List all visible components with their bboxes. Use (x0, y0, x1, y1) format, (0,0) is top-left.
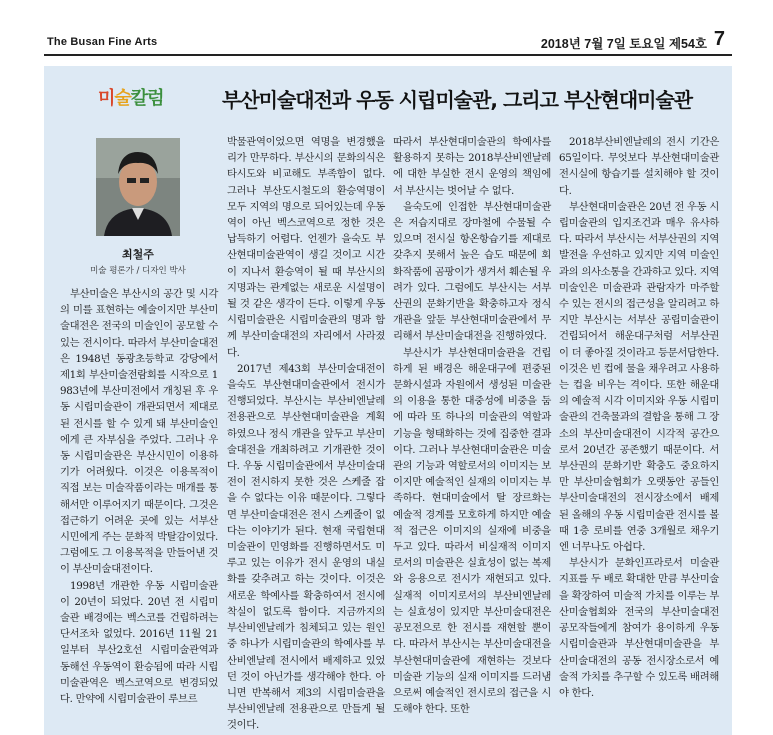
article-column-4 (559, 134, 719, 711)
article-column-3 (393, 134, 551, 716)
paragraph: 부산시가 문화인프라로서 미술관 지표를 두 배로 확대한 만큼 부산미술을 확장하여 미술적 가치를 이루는 부산미술협회와 전국의 부산미술대전 공모작들에게 참여가 용이하게 우동 시립미술관과 부산현대미술관을 부산미술대전의 공동 전시장소로서 예술적 가치를 추구할 수 있도록 배려해야 한다. (559, 557, 719, 699)
paragraph: 1998년 개관한 우동 시립미술관이 20년이 되었다. 20년 전 시립미술관 배경에는 벡스코를 건립하려는 단서조차 없었다. 2016년 11월 21일부터 부산2호선 시립미술관역과 동해선 우동역이 환승됨에 따라 시립미술관역은 벡스코역으로 변경되었다. 만약에 시립미술관이 루브르 (60, 579, 218, 706)
logo-part-2: 술 (114, 88, 131, 109)
section-logo (98, 84, 164, 110)
paragraph: 부산현대미술관은 20년 전 우동 시립미술관의 입지조건과 매우 유사하다. 따라서 부산시는 서부산권의 지역 발전을 우선하고 있지만 지역 미술인과의 의사소통을 간과하고 있다. 지역미술인은 미술관과 관람자가 마주할 수 있는 전시의 접근성을 알리려고 하지만 부산시는 서부산 공립미술관이 건립되어서 해운대구처럼 서부산권이 더 좋아질 것이라고 등문서답한다. 이것은 빈 컵에 물을 채우려고 사용하는 컵을 비우는 격이다. 또한 해운대의 예술적 시각 이미지와 우동 시립미술관의 건축물과의 결합을 통해 그 장소의 부산미술대전이 시각적 공간으로서 20년간 공존했기 때문이다. 서부산권의 문화기반 확충도 중요하지만 부산미술협회가 오랫동안 공들인 부산미술대전의 전시장소에서 배제된 올해의 우동 시립미술관 전시를 볼 때 1층 로비를 연중 3개월로 채우기엔 너무나도 아쉽다. (559, 200, 719, 554)
article-column-2 (227, 134, 385, 732)
article-headline: 부산미술대전과 우동 시립미술관, 그리고 부산현대미술관 (222, 88, 693, 112)
logo-part-3: 칼럼 (130, 88, 164, 109)
paragraph: 2017년 제43회 부산미술대전이 을숙도 부산현대미술관에서 전시가 진행되었다. 부산시는 부산비엔날레 전용관으로 부산현대미술관을 계획하였으나 정식 개관을 앞두고 부산미술대전을 개최하려고 기개관한 것이다. 우동 시립미술관에서 부산미술대전이 전시하지 못한 것은 스케줄 잡을 수 없다는 이유 때문이다. 그렇다면 부산미술대전은 전시 스케줄이 없다는 이야기가 된다. 현재 국립현대미술관이 민영화를 진행하면서도 미루고 있는 이유가 전시 운영의 내실화를 갖추려고 하는 것이다. 이것은 새로운 학예사를 확충하여서 전시에 착실이 없도록 함이다. 지금까지의 부산비엔날레가 침체되고 있는 원인 중 하나가 시립미술관의 학예사를 부산비엔날레 전시에서 배제하고 있었던 것이 아닌가를 생각해야 한다. 아니면 반복해서 제3의 시립미술관을 부산비엔날레 전용관으로 만들게 될 것이다. (227, 362, 385, 732)
author-role: 미술 평론가 / 디자인 박사 (90, 266, 186, 276)
paragraph: 을숙도에 인접한 부산현대미술관은 저습지대로 장마철에 수물될 수 있으며 전시실 항온항습기를 제대로 갖추지 못해서 높은 습도 때문에 회화작품에 곰팡이가 생겨서 훼손될 우려가 있다. 그럼에도 부산시는 서부산권의 문화기반을 확충하고자 정식 개관을 앞둔 부산현대미술관에서 무리해서 부산미술대전을 진행하였다. (393, 200, 551, 343)
publication-name: The Busan Fine Arts (47, 36, 158, 48)
issue-date: 2018년 7월 7일 토요일 제54호 (540, 37, 707, 51)
paragraph: 부산미술은 부산시의 공간 및 시각의 미를 표현하는 예술이지만 부산미술대전은 전국의 미술인이 공모할 수 있는 전시이다. 따라서 부산미술대전은 1948년 동광초등학교 강당에서 제1회 부산미술전람회를 시작으로 1983년에 부산미전에서 개칭된 후 우동 시립미술관이 개관되면서 제대로 된 전시를 할 수 있게 돼 부산미술인에게 큰 자부심을 주었다. 그러나 우동 시립미술관은 부산시민이 이용하기가 어려웠다. 이것은 이용목적이 직접 보는 미술작품이라는 매개를 통해서만 이루어지기 때문이다. 그것은 접근하기 어려운 곳에 있는 서부산 시민에게 주는 문화적 박탈감이었다. 그럼에도 그 이용목적을 만들어낸 것이 부산미술대전이다. (60, 288, 218, 576)
header-rule (44, 54, 732, 56)
page-number: 7 (713, 28, 725, 50)
logo-part-1: 미 (98, 88, 115, 109)
paragraph: 2018부산비엔날레의 전시 기간은 65일이다. 무엇보다 부산현대미술관 전시실에 항습기를 설치해야 할 것이다. (559, 136, 719, 197)
author-name: 최철주 (122, 248, 154, 261)
author-photo (96, 138, 180, 236)
paragraph: 부산시가 부산현대미술관을 건립하게 된 배경은 해운대구에 편중된 문화시설과 자원에서 생성된 미술관의 이용을 통한 대중성에 비중을 둠에 따라 또 하나의 미술관의 역할과 기능을 형태화하는 것에 집중한 결과이다. 그러나 부산현대미술관은 미술관의 기능과 역할로서의 이미지는 보이지만 예술적인 실재의 이미지는 부족하다. 현대미술에서 탈 장르화는 예술적 경계를 모호하게 하지만 예술적 접근은 이미지의 실재에 비중을 두고 있다. 따라서 비실재적 이미지로서의 미술관은 실효성이 없는 복제와 응용으로 전시가 재현되고 있다. 실재적 이미지로서의 부산비엔날레는 실효성이 있지만 부산미술대전은 공모전으로 한 전시를 재현할 뿐이다. 따라서 부산시는 부산미술대전을 부산현대미술관에 재현하는 것보다 미술관 기능의 실재 이미지를 드러냄으로써 예술적인 전시로의 접근을 시도해야 한다. 또한 (393, 346, 551, 716)
paragraph: 따라서 부산현대미술관의 학예사를 활용하지 못하는 2018부산비엔날레에 대한 부실한 전시 운영의 책임에서 부산시는 벗어날 수 없다. (393, 136, 551, 197)
paragraph: 박물관역이었으면 역명을 변경했을리가 만무하다. 부산시의 문화의식은 타시도와 비교해도 부족함이 없다. 그러나 부산도시철도의 환승역명이 모두 지역의 명으로 되어있는데 우동역이 아닌 벡스코역으로 정한 것은 납득하기 어렵다. 언젠가 을숙도 부산현대미술관역이 생길 것이고 시간이 지나서 환승역이 될 때 부산시의 지명과는 관계없는 새로운 시설명이 될 것 같은 생각이 든다. 이렇게 우동 시립미술관은 시립미술관의 명과 함께 부산미술대전의 자리에서 사라졌다. (227, 136, 385, 359)
author-portrait-icon (96, 138, 180, 236)
article-column-1 (60, 286, 218, 711)
page-header (0, 0, 773, 56)
